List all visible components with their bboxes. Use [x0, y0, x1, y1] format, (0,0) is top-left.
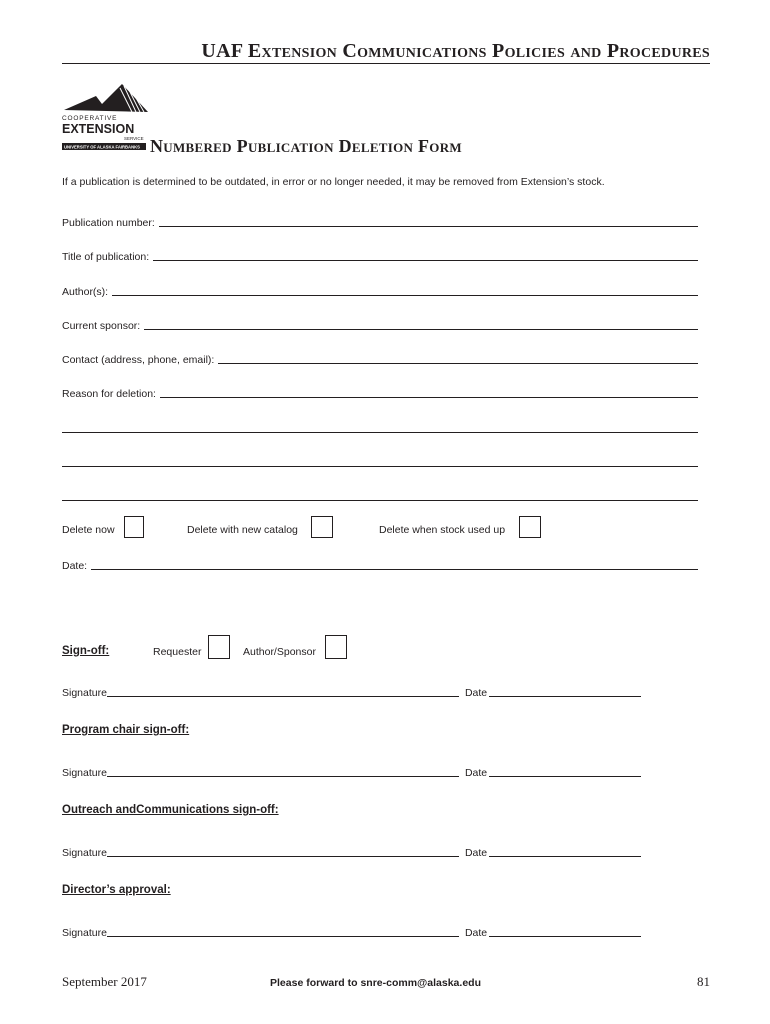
publication-number-label: Publication number:	[62, 217, 155, 229]
date-label: Date	[464, 687, 488, 699]
title-line[interactable]	[153, 260, 698, 261]
authors-line[interactable]	[112, 295, 698, 296]
reason-label: Reason for deletion:	[62, 388, 156, 400]
footer-date: September 2017	[62, 974, 147, 989]
requester-label: Requester	[153, 646, 202, 658]
date-label: Date	[464, 847, 488, 859]
delete-catalog-label: Delete with new catalog	[187, 524, 298, 536]
date-field[interactable]	[62, 558, 698, 572]
outreach-heading: Outreach andCommunications sign-off:	[62, 804, 279, 816]
date-label: Date	[464, 927, 488, 939]
footer-forward-note: Please forward to snre-comm@alaska.edu	[270, 977, 481, 989]
sponsor-field[interactable]	[62, 318, 698, 332]
signature-line[interactable]	[107, 936, 459, 937]
signature-label: Signature	[62, 847, 107, 859]
delete-stock-label: Delete when stock used up	[379, 524, 506, 536]
signature-label: Signature	[62, 687, 107, 699]
form-title: Numbered Publication Deletion Form	[150, 136, 462, 156]
date-label: Date	[464, 767, 488, 779]
delete-now-label: Delete now	[62, 524, 115, 536]
date-line[interactable]	[489, 936, 641, 937]
sponsor-line[interactable]	[144, 329, 698, 330]
requester-checkbox[interactable]	[208, 635, 230, 659]
date-line[interactable]	[489, 856, 641, 857]
date-line[interactable]	[489, 696, 641, 697]
contact-label: Contact (address, phone, email):	[62, 354, 215, 366]
reason-line[interactable]	[160, 397, 698, 398]
page-number: 81	[697, 974, 710, 989]
director-signature-row[interactable]	[62, 925, 641, 939]
logo-text-cooperative: COOPERATIVE	[62, 115, 118, 122]
program-chair-signature-row[interactable]	[62, 765, 641, 779]
author-sponsor-checkbox[interactable]	[325, 635, 347, 659]
author-sponsor-label: Author/Sponsor	[243, 646, 316, 658]
contact-field[interactable]	[62, 352, 698, 366]
publication-number-line[interactable]	[159, 226, 698, 227]
signoff-signature-row[interactable]	[62, 685, 641, 699]
delete-now-checkbox[interactable]	[124, 516, 144, 538]
logo-mountain-icon	[62, 82, 148, 154]
title-label: Title of publication:	[62, 251, 150, 263]
authors-field[interactable]	[62, 284, 698, 298]
authors-label: Author(s):	[62, 286, 109, 298]
director-heading: Director’s approval:	[62, 884, 171, 896]
signoff-heading: Sign-off:	[62, 645, 110, 657]
page-header-title: UAF Extension Communications Policies and Procedures	[201, 40, 710, 62]
reason-continuation-line[interactable]	[62, 432, 698, 433]
program-chair-heading: Program chair sign-off:	[62, 724, 190, 736]
date-label: Date:	[62, 560, 88, 572]
logo-text-service: SERVICE	[124, 136, 144, 141]
logo-text-extension: EXTENSION	[62, 122, 135, 136]
delete-stock-checkbox[interactable]	[519, 516, 541, 538]
form-intro: If a publication is determined to be outdated, in error or no longer needed, it may be removed from Extension’s stock.	[62, 176, 605, 188]
signature-line[interactable]	[107, 856, 459, 857]
publication-number-field[interactable]	[62, 215, 698, 229]
signature-line[interactable]	[107, 776, 459, 777]
delete-catalog-checkbox[interactable]	[311, 516, 333, 538]
reason-continuation-line[interactable]	[62, 500, 698, 501]
reason-field[interactable]	[62, 386, 698, 400]
title-field[interactable]	[62, 249, 698, 263]
reason-continuation-line[interactable]	[62, 466, 698, 467]
cooperative-extension-logo	[62, 82, 148, 154]
date-line[interactable]	[91, 569, 698, 570]
date-line[interactable]	[489, 776, 641, 777]
logo-text-university: UNIVERSITY OF ALASKA FAIRBANKS	[64, 144, 140, 150]
signature-label: Signature	[62, 767, 107, 779]
outreach-signature-row[interactable]	[62, 845, 641, 859]
signature-line[interactable]	[107, 696, 459, 697]
signature-label: Signature	[62, 927, 107, 939]
contact-line[interactable]	[218, 363, 698, 364]
header-rule	[62, 63, 710, 64]
sponsor-label: Current sponsor:	[62, 320, 141, 332]
